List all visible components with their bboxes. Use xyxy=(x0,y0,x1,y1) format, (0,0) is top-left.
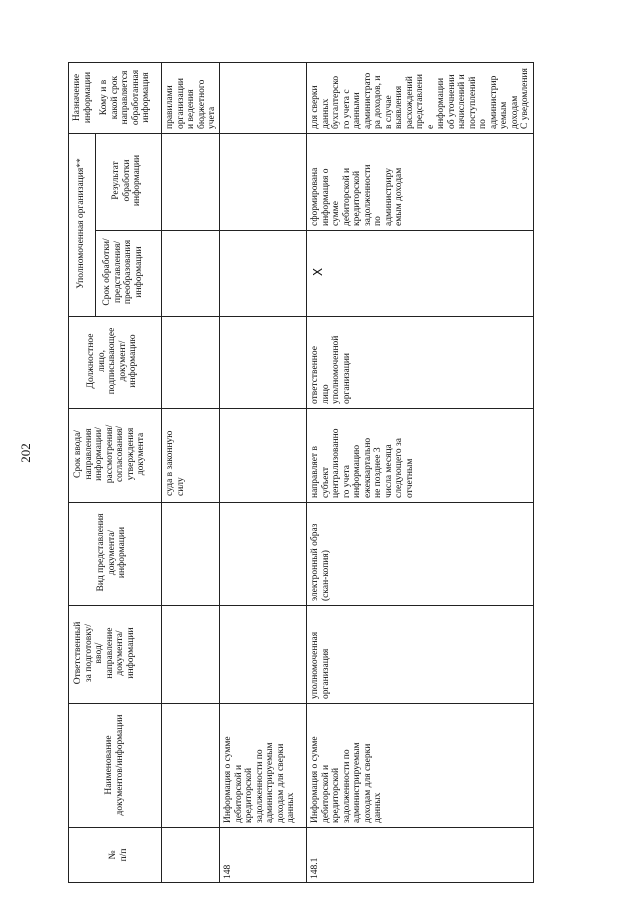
header-form: Вид представления документа/ информации xyxy=(96,513,127,592)
page-number: 202 xyxy=(18,443,33,463)
row-148-1-num: 148.1 xyxy=(310,857,320,879)
header-deadline: Срок ввода/ направления информации/ рассмотрения/ согласования/ утверждения документа xyxy=(73,424,146,484)
row-148-1-form: электронный образ (скан-копия) xyxy=(310,523,331,601)
row-148-name: Информация о сумме дебиторской и кредиторской задолженности по администрируемым доходам для сверки данных xyxy=(223,736,296,823)
row-divider xyxy=(306,62,307,883)
row-148-1-recipient: С уведомления xyxy=(520,68,530,129)
row-148-1-processing-term-mark: X xyxy=(311,267,325,277)
continuation-purpose: правилами организации и ведения бюджетного учета xyxy=(165,77,217,129)
header-responsible: Ответственный за подготовку/ ввод/ направление документа/ информации xyxy=(73,621,136,685)
row-148-1-responsible: уполномоченная организация xyxy=(310,631,331,699)
row-148-1-official: ответственное лицо уполномоченной организации xyxy=(310,335,352,404)
header-name: Наименование документов/информации xyxy=(104,714,125,816)
row-148-1-processing-result: сформирована информация о сумме дебиторской и кредиторской задолженности по администриру емым доходам xyxy=(310,164,404,226)
header-auth-org: Уполномоченная организация** xyxy=(76,158,86,289)
column-divider xyxy=(68,703,534,704)
header-num: № п/п xyxy=(108,848,129,862)
row-148-1-purpose: для сверки данных бухгалтерско го учета с данными администрато ра доходов, и в случае выявления расхождений представлени е информации об уточнении начислений и поступлений по администрир уемым доходам xyxy=(310,72,520,129)
row-148-1-deadline: направляет в субъект централизованно го учета информацию ежеквартально не позднее 3 числа месяца следующего за отчетным xyxy=(310,428,415,498)
continuation-deadline: суда в законную силу xyxy=(165,430,186,496)
header-purpose: Назначение информации xyxy=(72,71,93,124)
header-recipient: Кому и в какой срок направляется обработанная информация xyxy=(99,69,151,126)
column-divider xyxy=(68,827,534,828)
subheader-divider xyxy=(95,133,96,316)
header-row-divider xyxy=(161,62,162,883)
header-processing-result: Результат обработки информации xyxy=(111,154,142,207)
header-official: Должностное лицо, подписывающее документ/ информацию xyxy=(86,327,138,395)
row-divider xyxy=(219,62,220,883)
row-148-num: 148 xyxy=(223,864,233,879)
header-processing-term: Срок обработки/ представления/ преобразования информации xyxy=(102,238,144,306)
row-148-1-name: Информация о сумме дебиторской и кредиторской задолженности по администрируемым доходам для сверки данных xyxy=(310,736,383,823)
